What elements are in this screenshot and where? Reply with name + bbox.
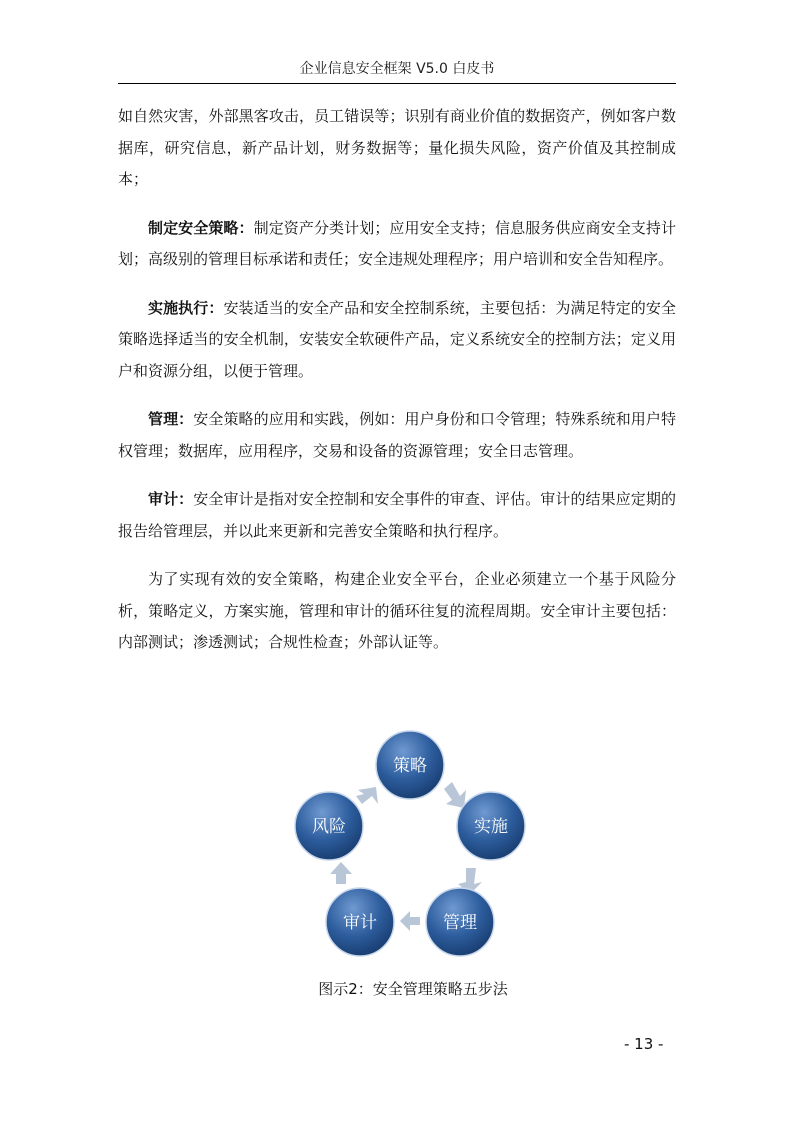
node-label: 审计 [343,913,377,932]
page-header: 企业信息安全框架 V5.0 白皮书 [118,58,676,84]
five-step-cycle-diagram [280,724,540,964]
paragraph-audit [118,484,676,547]
node-management [426,888,494,956]
node-audit [326,888,394,956]
paragraph-text: 安全策略的应用和实践，例如：用户身份和口令管理；特殊系统和用户特权管理；数据库，应用程序，交易和设备的资源管理；安全日志管理。 [118,410,676,460]
paragraph-policy [118,213,676,276]
arrow-risk-to-strategy [356,787,378,804]
term-policy: 制定安全策略： [148,218,254,237]
paragraph-management [118,404,676,467]
figure-caption: 图示2：安全管理策略五步法 [318,980,508,998]
node-risk [295,792,363,860]
paragraph-text: 制定资产分类计划；应用安全支持；信息服务供应商安全支持计划；高级别的管理目标承诺和责任；安全违规处理程序；用户培训和安全告知程序。 [118,218,676,268]
node-label: 实施 [474,817,508,836]
arrow-audit-to-risk [330,862,352,884]
body-text [118,101,676,676]
paragraph-summary [118,564,676,659]
node-label: 策略 [393,756,427,775]
paragraph-text: 如自然灾害，外部黑客攻击，员工错误等；识别有商业价值的数据资产，例如客户数据库，研究信息，新产品计划，财务数据等；量化损失风险，资产价值及其控制成本； [118,107,676,188]
node-implementation [457,792,525,860]
paragraph-text: 安全审计是指对安全控制和安全事件的审查、评估。审计的结果应定期的报告给管理层，并以此来更新和完善安全策略和执行程序。 [118,490,676,540]
paragraph-implementation [118,293,676,388]
page-number: - 13 - [624,1035,664,1053]
node-label: 风险 [312,817,346,836]
arrow-strategy-to-implement [444,782,466,808]
term-management: 管理： [148,410,194,428]
node-strategy [376,731,444,799]
term-implementation: 实施执行： [148,298,224,317]
node-label: 管理 [443,913,477,932]
arrow-management-to-audit [400,911,420,931]
paragraph-text: 为了实现有效的安全策略，构建企业安全平台，企业必须建立一个基于风险分析，策略定义，方案实施，管理和审计的循环往复的流程周期。安全审计主要包括：内部测试；渗透测试；合规性检查；外部认证等。 [118,570,676,651]
term-audit: 审计： [148,490,194,508]
paragraph-risk-continued [118,101,676,196]
paragraph-text: 安装适当的安全产品和安全控制系统，主要包括：为满足特定的安全策略选择适当的安全机制，安装安全软硬件产品，定义系统安全的控制方法；定义用户和资源分组，以便于管理。 [118,298,676,380]
